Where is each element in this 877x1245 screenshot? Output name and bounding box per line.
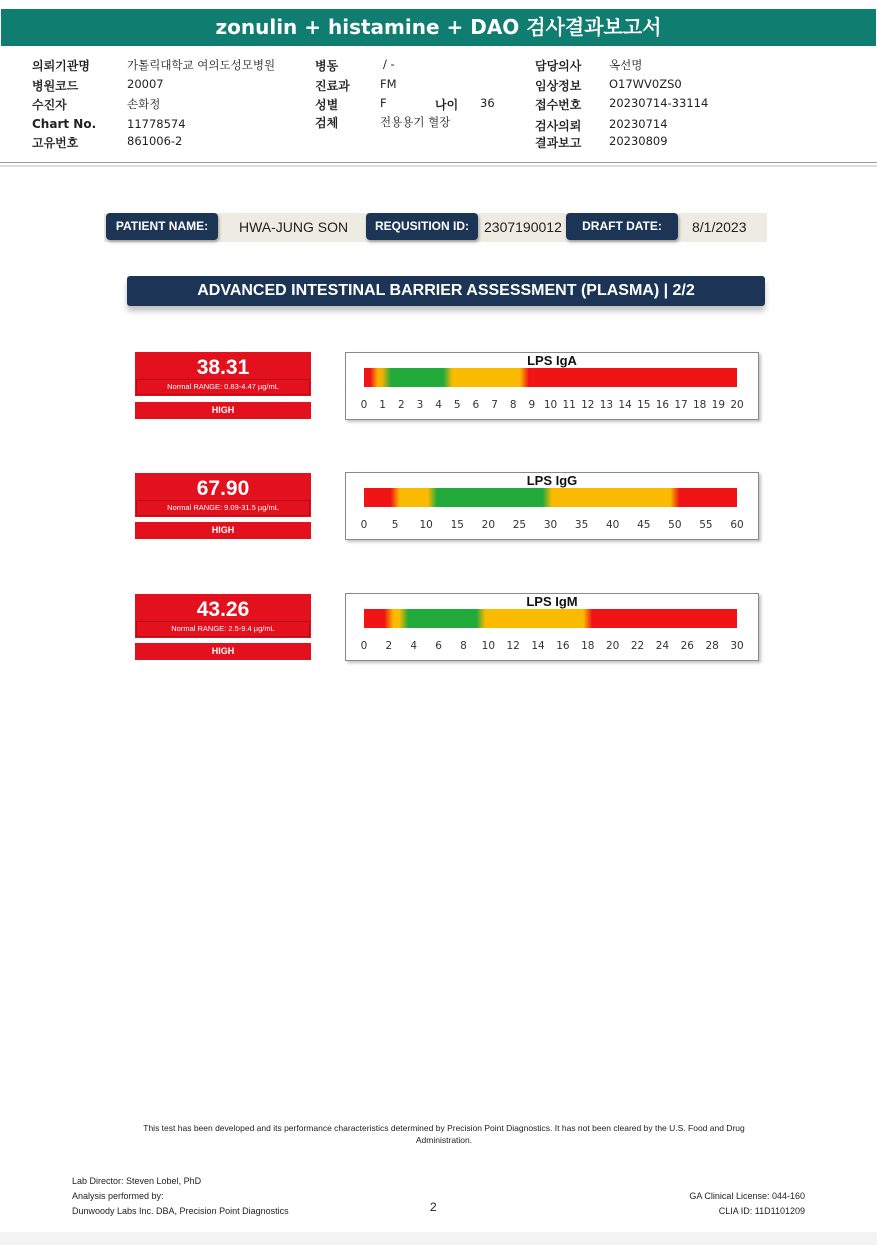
- label-chart-no: Chart No.: [32, 117, 97, 131]
- axis-tick-label: 6: [435, 640, 442, 652]
- chart-title: LPS IgG: [526, 473, 578, 488]
- result-flag: HIGH: [135, 522, 311, 539]
- label-ward: 병동: [315, 59, 339, 73]
- result-value: 43.26: [196, 598, 250, 621]
- section-title: ADVANCED INTESTINAL BARRIER ASSESSMENT (PLASMA) | 2/2: [127, 276, 765, 306]
- label-department: 진료과: [315, 79, 350, 93]
- result-value: 38.31: [196, 356, 250, 379]
- axis-tick-label: 8: [460, 640, 467, 652]
- axis-tick-label: 11: [562, 399, 576, 411]
- axis-tick-label: 12: [506, 640, 520, 652]
- value-department: FM: [380, 77, 397, 91]
- value-patient: 손화정: [127, 97, 161, 111]
- label-unique-id: 고유번호: [32, 136, 79, 150]
- value-age: 36: [480, 96, 495, 110]
- chart-title: LPS IgM: [526, 594, 578, 609]
- analysis-performed-by: Analysis performed by:: [72, 1191, 164, 1201]
- header-divider: [0, 162, 877, 163]
- axis-tick-label: 0: [360, 399, 368, 411]
- draft-date-value: 8/1/2023: [692, 219, 747, 235]
- requisition-id-value: 2307190012: [484, 219, 562, 235]
- axis-tick-label: 20: [605, 640, 620, 652]
- axis-tick-label: 14: [618, 399, 632, 411]
- value-specimen: 전용용기 혈장: [380, 115, 451, 129]
- axis-tick-label: 19: [711, 399, 726, 411]
- axis-tick-label: 55: [699, 519, 713, 531]
- value-physician: 옥선명: [609, 58, 643, 72]
- axis-tick-label: 14: [531, 640, 545, 652]
- value-ward: / -: [383, 57, 395, 71]
- value-requesting-institution: 가톨릭대학교 여의도성모병원: [127, 58, 276, 72]
- value-chart-no: 11778574: [127, 117, 186, 131]
- result-flag: HIGH: [135, 402, 311, 419]
- axis-tick-label: 16: [556, 640, 570, 652]
- label-physician: 담당의사: [535, 59, 582, 73]
- label-requesting-institution: 의뢰기관명: [32, 59, 90, 73]
- patient-name-value: HWA-JUNG SON: [239, 219, 349, 235]
- page-number: 2: [430, 1200, 437, 1214]
- value-hospital-code: 20007: [127, 77, 164, 91]
- lab-director: Lab Director: Steven Lobel, PhD: [72, 1176, 202, 1186]
- axis-tick-label: 12: [581, 399, 595, 411]
- label-patient: 수진자: [32, 98, 67, 112]
- label-result-report: 결과보고: [535, 136, 582, 150]
- label-clinical-info: 임상정보: [535, 79, 582, 93]
- axis-tick-label: 16: [655, 399, 670, 411]
- axis-tick-label: 18: [581, 640, 595, 652]
- value-clinical-info: O17WV0ZS0: [609, 77, 682, 91]
- normal-range: Normal RANGE: 0.83-4.47 µg/mL: [136, 379, 310, 395]
- result-flag: HIGH: [135, 643, 311, 660]
- chart-lps-igm: [345, 593, 759, 661]
- range-bar: [364, 609, 737, 628]
- value-unique-id: 861006-2: [127, 134, 183, 148]
- report-title: zonulin + histamine + DAO 검사결과보고서: [1, 9, 876, 46]
- axis-tick-label: 9: [528, 399, 536, 411]
- axis-tick-label: 40: [605, 519, 620, 531]
- axis-tick-label: 60: [730, 519, 744, 531]
- axis-tick-label: 30: [543, 519, 558, 531]
- axis-tick-label: 28: [705, 640, 719, 652]
- axis-tick-label: 4: [410, 640, 418, 652]
- label-specimen: 검체: [315, 116, 339, 130]
- axis-tick-label: 25: [512, 519, 527, 531]
- axis-tick-label: 8: [509, 399, 517, 411]
- value-result-report: 20230809: [609, 134, 668, 148]
- axis-tick-label: 30: [730, 640, 744, 652]
- draft-date-label: DRAFT DATE:: [566, 213, 678, 240]
- requisition-id-label: REQUSITION ID:: [366, 213, 478, 240]
- clia-id: CLIA ID: 11D1101209: [718, 1206, 805, 1216]
- axis-tick-label: 35: [574, 519, 589, 531]
- normal-range: Normal RANGE: 9.09-31.5 µg/mL: [136, 500, 310, 516]
- axis-tick-label: 18: [693, 399, 707, 411]
- axis-tick-label: 5: [453, 399, 461, 411]
- result-box-lps-iga: [135, 352, 311, 396]
- axis-tick-label: 17: [674, 399, 688, 411]
- chart-lps-igg: [345, 472, 759, 540]
- axis-tick-label: 22: [630, 640, 645, 652]
- range-bar: [364, 488, 737, 507]
- result-value: 67.90: [196, 477, 250, 500]
- axis-tick-label: 20: [730, 399, 744, 411]
- label-age: 나이: [435, 98, 459, 112]
- axis-tick-label: 20: [481, 519, 496, 531]
- label-hospital-code: 병원코드: [32, 79, 79, 93]
- axis-tick-label: 13: [599, 399, 614, 411]
- axis-tick-label: 1: [379, 399, 386, 411]
- axis-tick-label: 2: [397, 399, 405, 411]
- patient-name-label: PATIENT NAME:: [106, 213, 218, 240]
- axis-tick-label: 0: [360, 519, 368, 531]
- ga-license: GA Clinical License: 044-160: [689, 1191, 805, 1201]
- chart-title: LPS IgA: [527, 353, 577, 368]
- normal-range: Normal RANGE: 2.5-9.4 µg/mL: [136, 621, 310, 637]
- header-divider-shadow: [0, 165, 877, 167]
- range-bar: [364, 368, 737, 387]
- axis-tick-label: 10: [543, 399, 558, 411]
- axis-tick-label: 7: [491, 399, 498, 411]
- axis-tick-label: 5: [391, 519, 399, 531]
- lab-name: Dunwoody Labs Inc. DBA, Precision Point Diagnostics: [72, 1206, 289, 1216]
- axis-tick-label: 26: [680, 640, 694, 652]
- result-box-lps-igg: [135, 473, 311, 517]
- value-sex: F: [380, 96, 387, 110]
- axis-tick-label: 0: [360, 640, 368, 652]
- axis-tick-label: 24: [655, 640, 670, 652]
- disclaimer-text: This test has been developed and its performance characteristics determined by Precision Point Diagnostics. It has not been cleared by the U.S. Food and Drug Administration.: [143, 1123, 745, 1145]
- result-box-lps-igm: [135, 594, 311, 638]
- axis-tick-label: 50: [668, 519, 682, 531]
- axis-tick-label: 10: [481, 640, 496, 652]
- label-test-request: 검사의뢰: [535, 119, 582, 133]
- value-receipt-no: 20230714-33114: [609, 96, 709, 110]
- axis-tick-label: 6: [472, 399, 480, 411]
- axis-tick-label: 2: [385, 640, 393, 652]
- value-test-request: 20230714: [609, 117, 668, 131]
- axis-tick-label: 15: [637, 399, 651, 411]
- axis-tick-label: 45: [637, 519, 651, 531]
- axis-tick-label: 10: [419, 519, 433, 531]
- axis-tick-label: 4: [435, 399, 442, 411]
- axis-tick-label: 15: [450, 519, 464, 531]
- axis-tick-label: 3: [416, 399, 424, 411]
- label-receipt-no: 접수번호: [535, 98, 582, 112]
- chart-lps-iga: [345, 352, 759, 420]
- label-sex: 성별: [315, 98, 339, 112]
